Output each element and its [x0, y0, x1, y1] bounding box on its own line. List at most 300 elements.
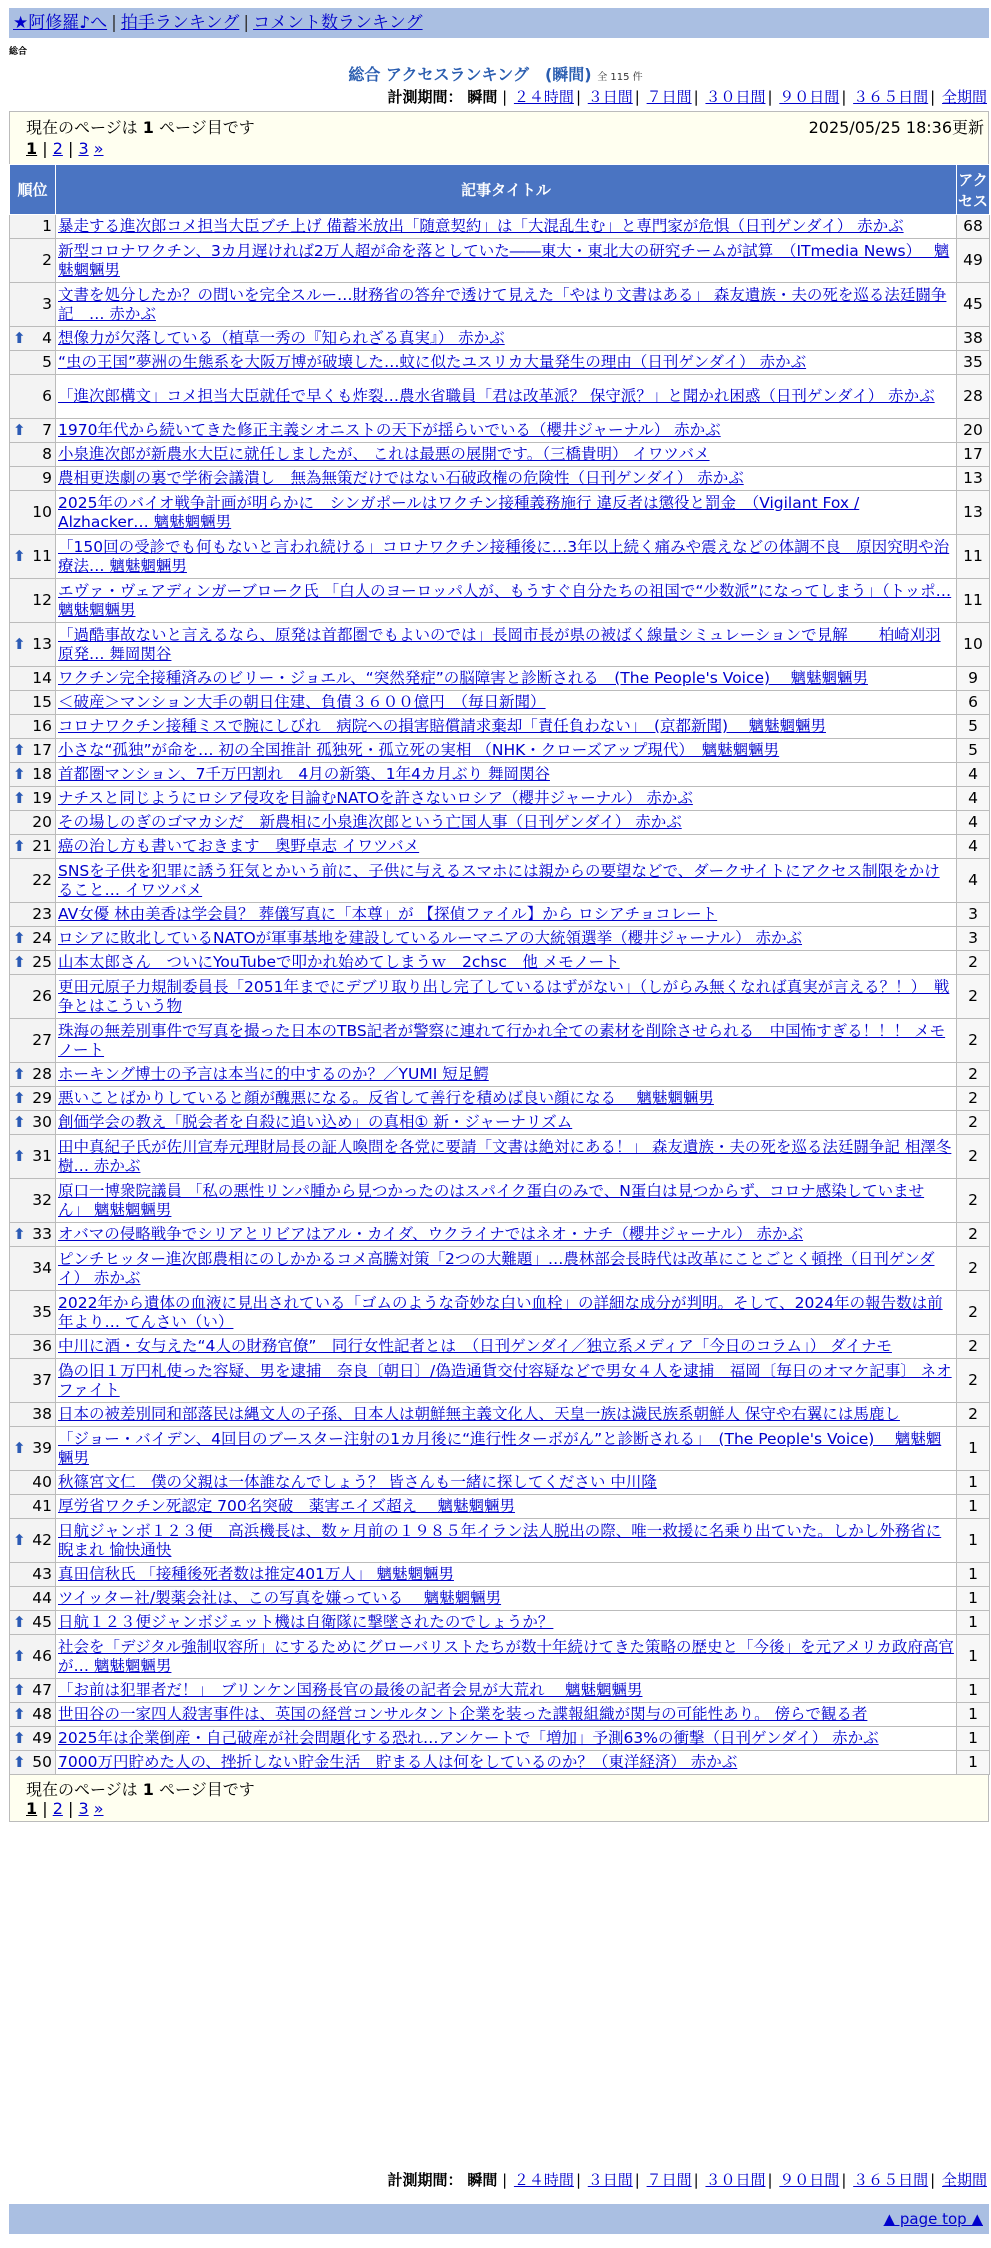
rank-up-arrow-icon: ⬆: [13, 421, 26, 439]
table-row: [10, 1495, 990, 1519]
rank-number: 38: [32, 1405, 52, 1423]
access-count: 1: [957, 1427, 990, 1471]
title-cell: [56, 1359, 957, 1403]
table-row: [10, 1403, 990, 1427]
title-cell: [56, 1135, 957, 1179]
table-row: [10, 975, 990, 1019]
rank-cell: [10, 1751, 56, 1775]
period-selector-top: 計測期間： 瞬間 | ２４時間 | ３日間 | ７日間 | ３０日間 | ９０日間 | ３６５日間 | 全期間: [387, 88, 987, 106]
period-label: 計測期間：: [387, 2171, 463, 2189]
table-row: [10, 1063, 990, 1087]
title-cell: [56, 1635, 957, 1679]
clap-ranking-link[interactable]: 拍手ランキング: [120, 13, 240, 33]
rank-number: 20: [32, 813, 52, 831]
article-link[interactable]: 「進次郎構文」コメ担当大臣就任で早くも炸裂…農水省職員「君は改革派？ 保守派？」と聞かれ困惑（日刊ゲンダイ） 赤かぶ: [58, 387, 935, 405]
title-cell: [56, 951, 957, 975]
title-cell: [56, 1471, 957, 1495]
rank-cell: [10, 1403, 56, 1427]
ranking-table: [9, 164, 990, 1775]
title-cell: [56, 579, 957, 623]
title-cell: [56, 1727, 957, 1751]
access-count: 28: [957, 375, 990, 419]
access-count: 2: [957, 975, 990, 1019]
period-all[interactable]: 全期間: [941, 2171, 987, 2189]
page-info-top: [9, 111, 989, 164]
rank-up-arrow-icon: ⬆: [13, 329, 26, 347]
article-link[interactable]: 想像力が欠落している（植草一秀の『知られざる真実』） 赤かぶ: [58, 329, 505, 347]
access-count: 17: [957, 443, 990, 467]
page-number: 1: [142, 1780, 154, 1799]
rank-cell: [10, 667, 56, 691]
rank-number: 15: [32, 693, 52, 711]
rank-cell: [10, 1223, 56, 1247]
rank-number: 16: [32, 717, 52, 735]
access-count: 1: [957, 1727, 990, 1751]
period-3d[interactable]: ３日間: [587, 88, 633, 106]
access-count: 9: [957, 667, 990, 691]
pagination-top: 1 | 2 | 3 »: [26, 139, 104, 158]
article-link[interactable]: 社会を「デジタル強制収容所」にするためにグローバリストたちが数十年続けてきた策略の歴史と「今後」を元アメリカ政府高官が… 魑魅魍魎男: [58, 1637, 954, 1675]
nav-separator: |: [243, 13, 250, 33]
rank-up-arrow-icon: ⬆: [13, 741, 26, 759]
access-count: 1: [957, 1471, 990, 1495]
rank-number: 39: [32, 1439, 52, 1457]
rank-up-arrow-icon: ⬆: [13, 1147, 26, 1165]
rank-cell: [10, 419, 56, 443]
rank-cell: [10, 835, 56, 859]
rank-number: 30: [32, 1113, 52, 1131]
rank-up-arrow-icon: ⬆: [13, 1753, 26, 1771]
article-link[interactable]: 日航１２３便ジャンボジェット機は自衛隊に撃墜されたのでしょうか？: [58, 1613, 554, 1631]
table-row: [10, 1087, 990, 1111]
title-cell: [56, 327, 957, 351]
article-link[interactable]: 秋篠宮文仁 僕の父親は一体誰なんでしょう？ 皆さんも一緒に探してください 中川隆: [58, 1473, 657, 1491]
page-3[interactable]: 3: [78, 139, 89, 158]
access-count: 3: [957, 903, 990, 927]
table-row: [10, 1019, 990, 1063]
article-link[interactable]: 7000万円貯めた人の、挫折しない貯金生活 貯まる人は何をしているのか？（東洋経済） 赤かぶ: [58, 1753, 738, 1771]
article-link[interactable]: 日本の被差別同和部落民は縄文人の子孫、日本人は朝鮮無主義文化人、天皇一族は濊民族系朝鮮人 保守や右翼には馬鹿し: [58, 1405, 900, 1423]
rank-number: 5: [42, 353, 52, 371]
page-text-post: ページ目です: [159, 1780, 255, 1799]
access-count: 49: [957, 239, 990, 283]
article-link[interactable]: ホーキング博士の予言は本当に的中するのか？／YUMI 短足鰐: [58, 1065, 489, 1083]
next-page[interactable]: »: [93, 139, 104, 158]
title-cell: [56, 859, 957, 903]
article-link[interactable]: 文書を処分したか？の問いを完全スルー…財務省の答弁で透けて見えた「やはり文書はある」 森友遺族・夫の死を巡る法廷闘争記 … 赤かぶ: [58, 285, 947, 323]
rank-number: 29: [32, 1089, 52, 1107]
article-link[interactable]: ＜破産＞マンション大手の朝日住建、負債３６００億円 （毎日新聞）: [58, 693, 546, 711]
title-cell: [56, 1427, 957, 1471]
access-count: 2: [957, 951, 990, 975]
period-7d[interactable]: ７日間: [646, 88, 692, 106]
rank-number: 34: [32, 1259, 52, 1277]
article-link[interactable]: 農相更迭劇の裏で学術会議潰し 無為無策だけではない石破政権の危険性（日刊ゲンダイ） 赤かぶ: [58, 469, 744, 487]
rank-cell: [10, 1679, 56, 1703]
rank-cell: [10, 1291, 56, 1335]
period-30d[interactable]: ３０日間: [705, 2171, 766, 2189]
rank-cell: [10, 1019, 56, 1063]
rank-number: 11: [32, 547, 52, 565]
title-cell: [56, 739, 957, 763]
rank-number: 25: [32, 953, 52, 971]
rank-number: 33: [32, 1225, 52, 1243]
rank-cell: [10, 691, 56, 715]
title-cell: [56, 1495, 957, 1519]
article-link[interactable]: 2025年のバイオ戦争計画が明らかに シンガポールはワクチン接種義務施行 違反者は懲役と罰金 （Vigilant Fox / Alzhacker… 魑魅魍魎男: [58, 493, 860, 531]
article-link[interactable]: 癌の治し方も書いておきます 奥野卓志 イワツバメ: [58, 837, 420, 855]
article-link[interactable]: 首都圏マンション、7千万円割れ 4月の新築、1年4カ月ぶり 舞岡関谷: [58, 765, 550, 783]
article-link[interactable]: 新型コロナワクチン、3カ月遅ければ2万人超が命を落としていた――東大・東北大の研究チームが試算 （ITmedia News） 魑魅魍魎男: [58, 241, 950, 279]
title-cell: [56, 215, 957, 239]
title-cell: [56, 419, 957, 443]
title-cell: [56, 1291, 957, 1335]
rank-cell: [10, 1611, 56, 1635]
article-link[interactable]: 悪いことばかりしていると顔が醜悪になる。反省して善行を積めば良い顔になる 魑魅魍魎男: [58, 1089, 714, 1107]
table-row: [10, 443, 990, 467]
page-title-text: 総合 アクセスランキング (瞬間): [348, 65, 592, 84]
access-count: 2: [957, 1403, 990, 1427]
rank-number: 37: [32, 1371, 52, 1389]
table-row: [10, 467, 990, 491]
top-nav: [9, 8, 989, 38]
table-row: [10, 811, 990, 835]
title-cell: [56, 443, 957, 467]
next-page[interactable]: »: [93, 1799, 104, 1818]
rank-number: 9: [42, 469, 52, 487]
access-count: 2: [957, 1111, 990, 1135]
article-link[interactable]: 1970年代から続いてきた修正主義シオニストの天下が揺らいでいる（櫻井ジャーナル） 赤かぶ: [58, 421, 721, 439]
rank-cell: [10, 1703, 56, 1727]
rank-cell: [10, 375, 56, 419]
rank-number: 1: [42, 217, 52, 235]
current-page-text: [26, 115, 255, 138]
rank-number: 21: [32, 837, 52, 855]
article-link[interactable]: 中川に酒・女与えた“4人の財務官僚” 同行女性記者とは （日刊ゲンダイ／独立系メディア「今日のコラム」） ダイナモ: [58, 1337, 892, 1355]
article-link[interactable]: 真田信秋氏 「接種後死者数は推定401万人」 魑魅魍魎男: [58, 1565, 454, 1583]
title-cell: [56, 1111, 957, 1135]
period-24h[interactable]: ２４時間: [513, 2171, 574, 2189]
article-link[interactable]: 暴走する進次郎コメ担当大臣ブチ上げ 備蓄米放出「随意契約」は「大混乱生む」と専門家が危惧（日刊ゲンダイ） 赤かぶ: [58, 217, 904, 235]
article-link[interactable]: 小泉進次郎が新農水大臣に就任しましたが、 これは最悪の展開です。（三橋貴明） イワツバメ: [58, 445, 710, 463]
access-count: 4: [957, 763, 990, 787]
access-count: 2: [957, 1359, 990, 1403]
article-link[interactable]: 「150回の受診でも何もないと言われ続ける」コロナワクチン接種後に…3年以上続く痛みや震えなどの体調不良 原因究明や治療法… 魑魅魍魎男: [58, 537, 950, 575]
rank-cell: [10, 327, 56, 351]
rank-number: 26: [32, 987, 52, 1005]
section-label: 総合: [9, 47, 28, 57]
rank-cell: [10, 975, 56, 1019]
rank-number: 12: [32, 591, 52, 609]
rank-number: 24: [32, 929, 52, 947]
article-link[interactable]: 田中真紀子氏が佐川宣寿元理財局長の証人喚問を各党に要請「文書は絶対にある！」 森友遺族・夫の死を巡る法廷闘争記 相澤冬樹… 赤かぶ: [58, 1137, 952, 1175]
table-row: [10, 1635, 990, 1679]
access-count: 2: [957, 1335, 990, 1359]
title-cell: [56, 835, 957, 859]
rank-cell: [10, 1063, 56, 1087]
page-info-bottom: [9, 1775, 989, 1822]
access-count: 45: [957, 283, 990, 327]
table-row: [10, 215, 990, 239]
rank-cell: [10, 1495, 56, 1519]
article-link[interactable]: 日航ジャンボ１２３便 高浜機長は、数ヶ月前の１９８５年イラン法人脱出の際、唯一救援に名乗り出ていた。しかし外務省に睨まれ 愉快通快: [58, 1521, 942, 1559]
access-count: 20: [957, 419, 990, 443]
article-link[interactable]: 「ジョー・バイデン、4回目のブースター注射の1カ月後に“進行性ターボがん”と診断される」 (The People's Voice) 魑魅魍魎男: [58, 1429, 942, 1467]
nav-separator: |: [111, 13, 117, 33]
rank-cell: [10, 811, 56, 835]
rank-number: 8: [42, 445, 52, 463]
article-link[interactable]: コロナワクチン接種ミスで腕にしびれ 病院への損害賠償請求棄却「責任負わない」 (京都新聞) 魑魅魍魎男: [58, 717, 826, 735]
access-count: 1: [957, 1679, 990, 1703]
page-2[interactable]: 2: [52, 139, 63, 158]
access-count: 5: [957, 715, 990, 739]
title-cell: [56, 1223, 957, 1247]
period-24h[interactable]: ２４時間: [513, 88, 574, 106]
period-current: 瞬間: [467, 88, 498, 106]
title-cell: [56, 763, 957, 787]
table-row: [10, 1427, 990, 1471]
article-link[interactable]: ナチスと同じようにロシア侵攻を目論むNATOを許さないロシア（櫻井ジャーナル） 赤かぶ: [58, 789, 693, 807]
rank-up-arrow-icon: ⬆: [13, 1065, 26, 1083]
title-cell: [56, 667, 957, 691]
title-cell: [56, 375, 957, 419]
title-cell: [56, 1703, 957, 1727]
home-link[interactable]: ★阿修羅♪へ: [13, 13, 108, 33]
rank-up-arrow-icon: ⬆: [13, 929, 26, 947]
rank-number: 14: [32, 669, 52, 687]
article-link[interactable]: 山本太郎さん ついにYouTubeで叩かれ始めてしまうｗ 2chsc 他 メモノート: [58, 953, 620, 971]
rank-up-arrow-icon: ⬆: [13, 765, 26, 783]
rank-number: 13: [32, 635, 52, 653]
rank-number: 45: [32, 1613, 52, 1631]
article-link[interactable]: 「過酷事故ないと言えるなら、原発は首都圏でもよいのでは」長岡市長が県の被ばく線量シミュレーションで見解 柏崎刈羽原発… 舞岡関谷: [58, 625, 941, 663]
title-cell: [56, 975, 957, 1019]
article-link[interactable]: 原口一博衆院議員 「私の悪性リンパ腫から見つかったのはスパイク蛋白のみで、N蛋白は見つからず、コロナ感染していません」 魑魅魍魎男: [58, 1181, 925, 1219]
rank-number: 28: [32, 1065, 52, 1083]
table-row: [10, 1359, 990, 1403]
article-link[interactable]: 2022年から遺体の血液に見出されている「ゴムのような奇妙な白い血栓」の詳細な成分が判明。そして、2024年の報告数は前年より… てんさい（い）: [58, 1293, 943, 1331]
access-count: 2: [957, 1135, 990, 1179]
table-row: [10, 835, 990, 859]
rank-cell: [10, 903, 56, 927]
rank-cell: [10, 1359, 56, 1403]
title-cell: [56, 491, 957, 535]
table-header: [10, 165, 990, 215]
rank-number: 19: [32, 789, 52, 807]
article-link[interactable]: 「お前は犯罪者だ！」 ブリンケン国務長官の最後の記者会見が大荒れ 魑魅魍魎男: [58, 1681, 643, 1699]
rank-cell: [10, 1111, 56, 1135]
article-link[interactable]: 世田谷の一家四人殺害事件は、英国の経営コンサルタント企業を装った諜報組織が関与の可能性あり。 傍らで観る者: [58, 1705, 868, 1723]
period-selector-bottom: 計測期間： 瞬間 | ２４時間 | ３日間 | ７日間 | ３０日間 | ９０日間 | ３６５日間 | 全期間: [387, 2171, 987, 2189]
rank-cell: [10, 859, 56, 903]
table-row: [10, 859, 990, 903]
title-cell: [56, 927, 957, 951]
rank-number: 23: [32, 905, 52, 923]
title-cell: [56, 1611, 957, 1635]
period-365d[interactable]: ３６５日間: [853, 88, 929, 106]
period-90d[interactable]: ９０日間: [779, 2171, 840, 2189]
period-all[interactable]: 全期間: [941, 88, 987, 106]
access-count: 4: [957, 859, 990, 903]
rank-cell: [10, 1587, 56, 1611]
article-link[interactable]: ロシアに敗北しているNATOが軍事基地を建設しているルーマニアの大統領選挙（櫻井ジャーナル） 赤かぶ: [58, 929, 803, 947]
article-link[interactable]: SNSを子供を犯罪に誘う狂気とかいう前に、子供に与えるスマホには親からの要望などで、ダークサイトにアクセス制限をかけること… イワツバメ: [58, 861, 940, 899]
title-cell: [56, 239, 957, 283]
rank-number: 27: [32, 1031, 52, 1049]
table-row: [10, 1751, 990, 1775]
rank-number: 44: [32, 1589, 52, 1607]
period-365d[interactable]: ３６５日間: [853, 2171, 929, 2189]
article-link[interactable]: ワクチン完全接種済みのビリー・ジョエル、“突然発症”の脳障害と診断される (The People's Voice) 魑魅魍魎男: [58, 669, 869, 687]
rank-cell: [10, 787, 56, 811]
rank-number: 35: [32, 1303, 52, 1321]
title-cell: [56, 1679, 957, 1703]
rank-up-arrow-icon: ⬆: [13, 1681, 26, 1699]
table-row: [10, 375, 990, 419]
title-cell: [56, 351, 957, 375]
rank-cell: [10, 623, 56, 667]
comment-ranking-link[interactable]: コメント数ランキング: [253, 13, 423, 33]
period-90d[interactable]: ９０日間: [779, 88, 840, 106]
title-cell: [56, 1563, 957, 1587]
access-count: 13: [957, 467, 990, 491]
table-row: [10, 623, 990, 667]
rank-cell: [10, 1087, 56, 1111]
article-link[interactable]: 珠海の無差別事件で写真を撮った日本のTBS記者が警察に連れて行かれ全ての素材を削除させられる 中国怖すぎる！！！ メモノート: [58, 1021, 946, 1059]
title-cell: [56, 903, 957, 927]
access-count: 11: [957, 579, 990, 623]
table-row: [10, 1679, 990, 1703]
rank-cell: [10, 215, 56, 239]
rank-cell: [10, 763, 56, 787]
header-rank: 順位: [10, 165, 56, 215]
access-count: 11: [957, 535, 990, 579]
rank-cell: [10, 927, 56, 951]
rank-cell: [10, 1635, 56, 1679]
access-count: 3: [957, 927, 990, 951]
title-cell: [56, 1751, 957, 1775]
title-cell: [56, 1179, 957, 1223]
rank-number: 40: [32, 1473, 52, 1491]
page-text-post: ページ目です: [159, 118, 255, 137]
access-count: 1: [957, 1751, 990, 1775]
rank-cell: [10, 239, 56, 283]
article-link[interactable]: その場しのぎのゴマカシだ 新農相に小泉進次郎という亡国人事（日刊ゲンダイ） 赤かぶ: [58, 813, 682, 831]
period-label: 計測期間：: [387, 88, 463, 106]
table-row: [10, 763, 990, 787]
rank-cell: [10, 1135, 56, 1179]
article-link[interactable]: エヴァ・ヴェアディンガーブローク氏 「白人のヨーロッパ人が、もうすぐ自分たちの祖国で“少数派”になってしまう」（トッポ… 魑魅魍魎男: [58, 581, 952, 619]
title-cell: [56, 535, 957, 579]
updated-timestamp: 2025/05/25 18:36更新: [808, 118, 984, 137]
article-link[interactable]: 創価学会の教え「脱会者を自殺に追い込め」の真相① 新・ジャーナリズム: [58, 1113, 573, 1131]
table-row: [10, 351, 990, 375]
rank-number: 46: [32, 1647, 52, 1665]
period-7d[interactable]: ７日間: [646, 2171, 692, 2189]
rank-cell: [10, 443, 56, 467]
page-top-link[interactable]: ▲ page top ▲: [883, 2210, 983, 2228]
rank-cell: [10, 1563, 56, 1587]
title-cell: [56, 623, 957, 667]
title-cell: [56, 1519, 957, 1563]
rank-cell: [10, 1335, 56, 1359]
ranking-panel: [9, 111, 989, 1822]
title-cell: [56, 691, 957, 715]
article-link[interactable]: ツイッター社/製薬会社は、この写真を嫌っている 魑魅魍魎男: [58, 1589, 502, 1607]
table-row: [10, 739, 990, 763]
article-link[interactable]: 偽の旧１万円札使った容疑、男を逮捕 奈良〔朝日〕/偽造通貨交付容疑などで男女４人を逮捕 福岡〔毎日のオマケ記事〕 ネオファイト: [58, 1361, 952, 1399]
rank-cell: [10, 491, 56, 535]
rank-number: 43: [32, 1565, 52, 1583]
access-count: 35: [957, 351, 990, 375]
table-row: [10, 903, 990, 927]
rank-up-arrow-icon: ⬆: [13, 635, 26, 653]
current-page-text: [26, 1777, 255, 1800]
title-cell: [56, 467, 957, 491]
article-link[interactable]: 厚労省ワクチン死認定 700名突破 薬害エイズ超え 魑魅魍魎男: [58, 1497, 516, 1515]
article-link[interactable]: 2025年は企業倒産・自己破産が社会問題化する恐れ…アンケートで「増加」予測63%の衝撃（日刊ゲンダイ） 赤かぶ: [58, 1729, 879, 1747]
period-3d[interactable]: ３日間: [587, 2171, 633, 2189]
article-link[interactable]: 小さな“孤独”が命を… 初の全国推計 孤独死・孤立死の実相 （NHK・クローズアップ現代） 魑魅魍魎男: [58, 741, 780, 759]
table-row: [10, 1247, 990, 1291]
access-count: 1: [957, 1563, 990, 1587]
header-access: アクセス: [957, 165, 990, 215]
rank-cell: [10, 1471, 56, 1495]
rank-number: 18: [32, 765, 52, 783]
title-cell: [56, 1247, 957, 1291]
rank-up-arrow-icon: ⬆: [13, 837, 26, 855]
article-link[interactable]: AV女優 林由美香は学会員？ 葬儀写真に「本尊」が 【探偵ファイル】から ロシアチョコレート: [58, 905, 718, 923]
rank-up-arrow-icon: ⬆: [13, 1729, 26, 1747]
access-count: 1: [957, 1587, 990, 1611]
article-link[interactable]: オバマの侵略戦争でシリアとリビアはアル・カイダ、ウクライナではネオ・ナチ（櫻井ジャーナル） 赤かぶ: [58, 1225, 804, 1243]
rank-number: 49: [32, 1729, 52, 1747]
article-link[interactable]: 更田元原子力規制委員長「2051年までにデブリ取り出し完了しているはずがない」（しがらみ無くなれば真実が言える？！） 戦争とはこういう物: [58, 977, 950, 1015]
rank-cell: [10, 1427, 56, 1471]
rank-number: 48: [32, 1705, 52, 1723]
rank-cell: [10, 283, 56, 327]
table-row: [10, 1587, 990, 1611]
rank-up-arrow-icon: ⬆: [13, 1225, 26, 1243]
title-cell: [56, 1335, 957, 1359]
page-2[interactable]: 2: [52, 1799, 63, 1818]
rank-up-arrow-icon: ⬆: [13, 789, 26, 807]
rank-number: 17: [32, 741, 52, 759]
rank-up-arrow-icon: ⬆: [13, 1531, 26, 1549]
rank-number: 3: [42, 295, 52, 313]
table-row: [10, 1111, 990, 1135]
rank-number: 22: [32, 871, 52, 889]
title-cell: [56, 715, 957, 739]
table-row: [10, 1611, 990, 1635]
access-count: 10: [957, 623, 990, 667]
access-count: 4: [957, 811, 990, 835]
article-link[interactable]: ピンチヒッター進次郎農相にのしかかるコメ高騰対策「2つの大難題」…農林部会長時代は改革にことごとく頓挫（日刊ゲンダイ） 赤かぶ: [58, 1249, 935, 1287]
rank-up-arrow-icon: ⬆: [13, 1089, 26, 1107]
article-link[interactable]: “虫の王国”夢洲の生態系を大阪万博が破壊した…蚊に似たユスリカ大量発生の理由（日刊ゲンダイ） 赤かぶ: [58, 353, 807, 371]
title-cell: [56, 787, 957, 811]
period-30d[interactable]: ３０日間: [705, 88, 766, 106]
table-row: [10, 419, 990, 443]
table-row: [10, 283, 990, 327]
title-cell: [56, 1587, 957, 1611]
page-text-pre: 現在のページは: [26, 118, 138, 137]
access-count: 5: [957, 739, 990, 763]
period-current: 瞬間: [467, 2171, 498, 2189]
total-count: 全 115 件: [597, 72, 643, 83]
rank-up-arrow-icon: ⬆: [13, 953, 26, 971]
page-3[interactable]: 3: [78, 1799, 89, 1818]
